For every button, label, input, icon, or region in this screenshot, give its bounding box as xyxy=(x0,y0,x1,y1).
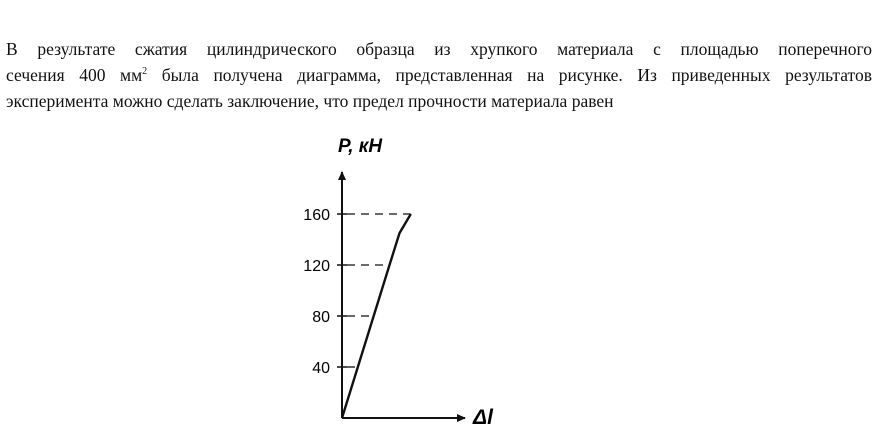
problem-line-2-start: сечения 400 мм xyxy=(6,65,143,85)
y-tick-label: 80 xyxy=(312,309,330,326)
x-axis-label: Δl xyxy=(473,406,493,429)
problem-line-3: эксперимента можно сделать заключение, что предел прочности материала равен xyxy=(6,91,614,111)
problem-line-1: В результате сжатия цилиндрического образца из хрупкого материала с площадью поперечного xyxy=(6,39,872,59)
unit-superscript: 2 xyxy=(142,66,148,78)
y-tick-label: 160 xyxy=(303,207,330,224)
y-tick-label: 40 xyxy=(312,360,330,377)
y-axis-label: P, кН xyxy=(338,136,383,157)
problem-line-2-end: была получена диаграмма, представленная на рисунке. Из приведенных результатов xyxy=(147,65,872,85)
y-tick-label: 120 xyxy=(303,258,330,275)
